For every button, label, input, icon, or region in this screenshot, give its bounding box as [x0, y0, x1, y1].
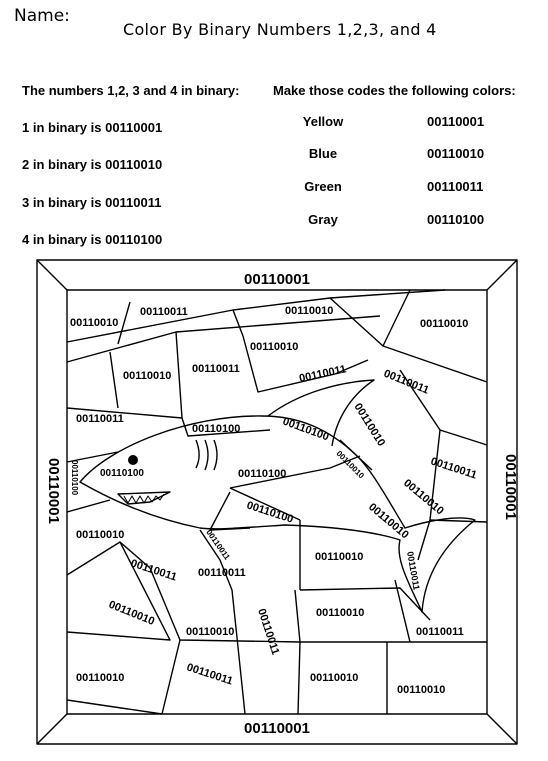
region-label: 00110011 [429, 455, 479, 482]
region-label: 00110011 [198, 567, 246, 579]
region-label: 00110010 [76, 672, 125, 684]
color-key-code: 00110010 [427, 146, 485, 161]
region-label: 00110011 [140, 306, 188, 318]
region-label: 00110100 [100, 468, 144, 479]
color-key-code: 00110100 [427, 212, 485, 227]
region-label: 00110011 [204, 527, 232, 562]
color-key-name: Blue [308, 146, 338, 161]
region-label: 00110010 [334, 449, 366, 481]
region-label: 00110011 [381, 367, 431, 397]
region-label: 00110011 [129, 557, 179, 584]
color-key-name: Gray [308, 212, 338, 227]
region-label: 00110010 [310, 672, 359, 684]
color-key-name: Yellow [302, 114, 344, 129]
region-label: 00110010 [366, 501, 411, 542]
region-label: 00110100 [192, 423, 241, 435]
region-label: 00110010 [420, 318, 469, 330]
region-label: 00110010 [70, 317, 119, 329]
frame-label-left: 00110001 [45, 458, 62, 524]
color-key-code: 00110011 [427, 179, 484, 194]
region-label: 00110011 [255, 607, 282, 657]
region-label: 00110011 [416, 626, 464, 638]
region-label: 00110010 [285, 305, 334, 317]
region-label: 00110010 [186, 626, 235, 638]
frame-label-right: 00110001 [502, 454, 519, 520]
binary-line: 4 in binary is 00110100 [22, 232, 163, 247]
region-label: 00110100 [70, 460, 79, 496]
region-label: 00110011 [298, 363, 348, 385]
region-label: 00110010 [351, 401, 388, 449]
region-label: 00110011 [405, 550, 422, 591]
region-label: 00110011 [192, 363, 240, 375]
region-label: 00110010 [316, 607, 365, 619]
binary-line: 3 in binary is 00110011 [22, 195, 162, 210]
frame-label-bottom: 00110001 [244, 720, 310, 737]
frame-label-top: 00110001 [244, 271, 310, 288]
binary-line: 1 in binary is 00110001 [22, 120, 163, 135]
region-label: 00110010 [106, 598, 157, 628]
color-key-heading: Make those codes the following colors: [273, 83, 516, 98]
binary-key-heading: The numbers 1,2, 3 and 4 in binary: [22, 83, 240, 98]
region-label: 00110100 [245, 499, 295, 526]
region-label: 00110011 [76, 413, 124, 425]
region-label: 00110010 [315, 551, 364, 563]
region-label: 00110010 [76, 529, 125, 541]
shark-eye [128, 455, 138, 465]
region-label: 00110010 [123, 370, 172, 382]
region-label: 00110010 [250, 341, 299, 353]
binary-line: 2 in binary is 00110010 [22, 157, 163, 172]
page-title: Color By Binary Numbers 1,2,3, and 4 [123, 20, 437, 39]
color-key-code: 00110001 [427, 114, 485, 129]
name-label: Name: [14, 6, 70, 26]
color-key-name: Green [304, 179, 342, 194]
region-label: 00110010 [397, 684, 446, 696]
region-label: 00110011 [185, 661, 235, 688]
region-label: 00110100 [238, 468, 287, 480]
region-label: 00110010 [401, 477, 446, 518]
region-label: 00110100 [280, 415, 331, 444]
